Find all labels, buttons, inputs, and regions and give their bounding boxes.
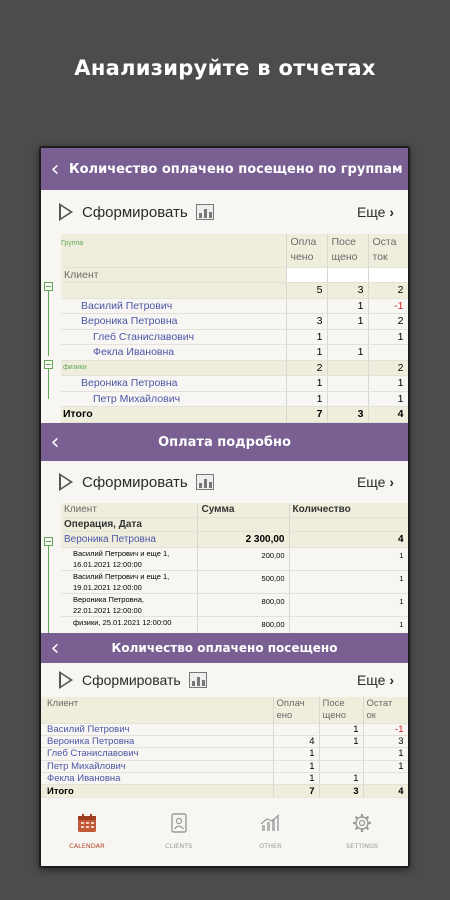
build-label: Сформировать [82, 203, 188, 221]
table-subheader [61, 267, 408, 283]
more-button[interactable] [357, 474, 394, 490]
nav-calendar[interactable] [41, 798, 133, 866]
cell-visited [319, 748, 363, 760]
table-row[interactable] [61, 345, 408, 361]
app-bar [41, 423, 408, 461]
report-toolbar [41, 461, 408, 503]
group-row[interactable] [61, 531, 408, 547]
nav-clients[interactable] [133, 798, 225, 866]
cell-qty: 1 [289, 616, 408, 633]
cell-paid: 1 [286, 376, 327, 392]
report-toolbar [41, 190, 408, 234]
total-label: Итого [61, 407, 286, 423]
client-name: Глеб Станиславович [41, 748, 273, 760]
cell-visited [327, 360, 368, 376]
chevron-right-icon: › [389, 474, 394, 490]
chevron-right-icon: › [389, 204, 394, 220]
report-panel-payment-details [41, 423, 408, 633]
cell-left: 2 [368, 360, 408, 376]
cell-left: 1 [368, 376, 408, 392]
report-table [41, 697, 408, 798]
cell-paid [286, 298, 327, 314]
col-client-header[interactable]: Клиент [41, 697, 273, 723]
client-name: Петр Михайлович [61, 391, 286, 407]
group-name [61, 283, 286, 299]
cell-qty: 1 [289, 593, 408, 616]
client-name: Фекла Ивановна [41, 773, 273, 785]
cell-left: -1 [363, 723, 408, 735]
cell-sum: 800,00 [197, 593, 289, 616]
cell-paid [273, 723, 319, 735]
play-icon [61, 673, 73, 687]
operation-cell: физики, 25.01.2021 12:00:00 [61, 616, 197, 633]
col-group-header: Группа [61, 240, 84, 247]
tree-line [48, 286, 49, 356]
cell-sum: 500,00 [197, 570, 289, 593]
report-title: Оплата подробно [158, 434, 291, 450]
nav-settings[interactable] [316, 798, 408, 866]
cell-paid: 1 [286, 391, 327, 407]
operation-cell: Василий Петрович и еще 1, 19.01.2021 12:00:00 [61, 570, 197, 593]
more-button[interactable] [357, 204, 394, 220]
cell-visited: 1 [327, 298, 368, 314]
phone-screen [39, 146, 410, 868]
total-paid: 7 [286, 407, 327, 423]
group-row[interactable] [61, 360, 408, 376]
cell-paid: 1 [273, 748, 319, 760]
cell-visited: 1 [319, 773, 363, 785]
nav-label: CALENDAR [69, 842, 105, 850]
build-report-button[interactable] [61, 672, 207, 688]
client-name: Вероника Петровна [61, 314, 286, 330]
client-name: Василий Петрович [61, 298, 286, 314]
table-row[interactable] [61, 570, 408, 593]
nav-label: SETTINGS [346, 842, 379, 850]
cell-paid: 4 [273, 735, 319, 747]
total-left: 4 [363, 785, 408, 797]
collapse-group-icon[interactable] [44, 537, 53, 546]
tree-line [48, 364, 49, 399]
more-label: Еще [356, 474, 386, 490]
cell-left: 2 [368, 314, 408, 330]
col-paid-header[interactable]: Оплач ено [273, 697, 319, 723]
group-sum: 2 300,00 [197, 531, 289, 547]
client-name: Василий Петрович [41, 723, 273, 735]
back-arrow-icon[interactable]: ‹ [50, 429, 60, 455]
calendar-icon [76, 812, 98, 834]
cell-visited [327, 329, 368, 345]
cell-visited: 1 [319, 723, 363, 735]
report-title: Количество оплачено посещено по группам [69, 161, 403, 177]
nav-label: OTHER [259, 842, 282, 850]
col-paid-header[interactable]: Опла чено [286, 234, 327, 267]
client-name: Вероника Петровна [41, 735, 273, 747]
table-subheader [61, 517, 408, 531]
bottom-navigation [41, 797, 408, 866]
cell-visited: 1 [327, 345, 368, 361]
back-arrow-icon[interactable]: ‹ [50, 635, 60, 661]
cell-left [368, 345, 408, 361]
cell-visited [327, 391, 368, 407]
cell-paid: 1 [273, 760, 319, 772]
col-operation-header[interactable]: Операция, Дата [61, 517, 197, 531]
col-left-header[interactable]: Остат ок [363, 697, 408, 723]
settings-gear-icon [351, 812, 373, 834]
collapse-group-icon[interactable] [44, 282, 53, 291]
client-name: Вероника Петровна [61, 531, 197, 547]
col-qty-header[interactable]: Количество [289, 503, 408, 517]
nav-label: CLIENTS [165, 842, 193, 850]
table-row[interactable] [41, 760, 408, 772]
report-title: Количество оплачено посещено [111, 641, 338, 655]
cell-sum: 200,00 [197, 547, 289, 570]
report-table-wrap [41, 503, 408, 633]
table-header [41, 697, 408, 723]
cell-paid: 1 [286, 345, 327, 361]
app-bar [41, 633, 408, 663]
table-row[interactable] [61, 314, 408, 330]
table-row[interactable] [41, 723, 408, 735]
client-name: Фекла Ивановна [61, 345, 286, 361]
operation-cell: Василий Петрович и еще 1, 16.01.2021 12:00:00 [61, 547, 197, 570]
col-left-header[interactable]: Оста ток [368, 234, 408, 267]
table-row[interactable] [41, 735, 408, 747]
cell-left: 3 [363, 735, 408, 747]
col-sum-header[interactable]: Сумма [197, 503, 289, 517]
chevron-right-icon: › [389, 672, 394, 688]
cell-left: 1 [368, 391, 408, 407]
cell-paid: 1 [273, 773, 319, 785]
cell-visited: 1 [319, 735, 363, 747]
cell-left: 1 [368, 329, 408, 345]
total-left: 4 [368, 407, 408, 423]
group-name: физики [61, 360, 286, 376]
operation-cell: Вероника Петровна, 22.01.2021 12:00:00 [61, 593, 197, 616]
cell-paid: 1 [286, 329, 327, 345]
cell-paid: 2 [286, 360, 327, 376]
total-label: Итого [41, 785, 273, 797]
client-name: Вероника Петровна [61, 376, 286, 392]
cell-left: 1 [363, 760, 408, 772]
group-row[interactable] [61, 283, 408, 299]
nav-other[interactable] [225, 798, 317, 866]
cell-visited [319, 760, 363, 772]
cell-left: 1 [363, 748, 408, 760]
table-row[interactable] [61, 547, 408, 570]
build-label: Сформировать [82, 473, 188, 491]
table-row[interactable] [61, 391, 408, 407]
total-row [61, 407, 408, 423]
more-button[interactable] [357, 672, 394, 688]
table-row[interactable] [61, 329, 408, 345]
payment-table [61, 503, 408, 633]
cell-left: 2 [368, 283, 408, 299]
total-paid: 7 [273, 785, 319, 797]
client-name: Глеб Станиславович [61, 329, 286, 345]
build-label: Сформировать [82, 672, 181, 688]
table-row[interactable] [61, 593, 408, 616]
report-panel-paid-visited [41, 633, 408, 801]
client-name: Петр Михайлович [41, 760, 273, 772]
promo-headline: Анализируйте в отчетах [74, 56, 376, 80]
total-visited: 3 [327, 407, 368, 423]
chart-settings-icon[interactable] [196, 204, 214, 220]
more-label: Еще [356, 672, 386, 688]
total-row [41, 785, 408, 797]
table-row[interactable] [61, 298, 408, 314]
table-header [61, 234, 408, 267]
cell-visited [327, 376, 368, 392]
clients-icon [168, 812, 190, 834]
cell-left [363, 773, 408, 785]
table-row[interactable] [41, 773, 408, 785]
build-report-button[interactable] [61, 204, 214, 221]
cell-paid: 3 [286, 314, 327, 330]
report-table-wrap [41, 234, 408, 423]
cell-left: -1 [368, 298, 408, 314]
tree-line [48, 543, 49, 633]
total-visited: 3 [319, 785, 363, 797]
build-report-button[interactable] [61, 474, 214, 491]
table-row[interactable] [61, 376, 408, 392]
col-client-header[interactable]: Клиент [61, 503, 197, 517]
report-table [61, 234, 408, 423]
col-client-header[interactable]: Клиент [61, 267, 286, 283]
col-visited-header[interactable]: Посе щено [319, 697, 363, 723]
play-icon [61, 475, 73, 489]
play-icon [61, 205, 73, 219]
app-bar [41, 148, 408, 190]
table-header [61, 503, 408, 517]
group-qty: 4 [289, 531, 408, 547]
report-panel-by-groups [41, 148, 408, 423]
chart-settings-icon[interactable] [196, 474, 214, 490]
cell-sum: 800,00 [197, 616, 289, 633]
table-row[interactable] [61, 616, 408, 633]
cell-paid: 5 [286, 283, 327, 299]
col-visited-header[interactable]: Посе щено [327, 234, 368, 267]
cell-visited: 1 [327, 314, 368, 330]
cell-visited: 3 [327, 283, 368, 299]
other-chart-icon [259, 812, 281, 834]
back-arrow-icon[interactable]: ‹ [50, 156, 60, 182]
cell-qty: 1 [289, 547, 408, 570]
chart-settings-icon[interactable] [189, 672, 207, 688]
collapse-group-icon[interactable] [44, 360, 53, 369]
report-toolbar [41, 663, 408, 697]
cell-qty: 1 [289, 570, 408, 593]
table-row[interactable] [41, 748, 408, 760]
more-label: Еще [356, 204, 386, 220]
